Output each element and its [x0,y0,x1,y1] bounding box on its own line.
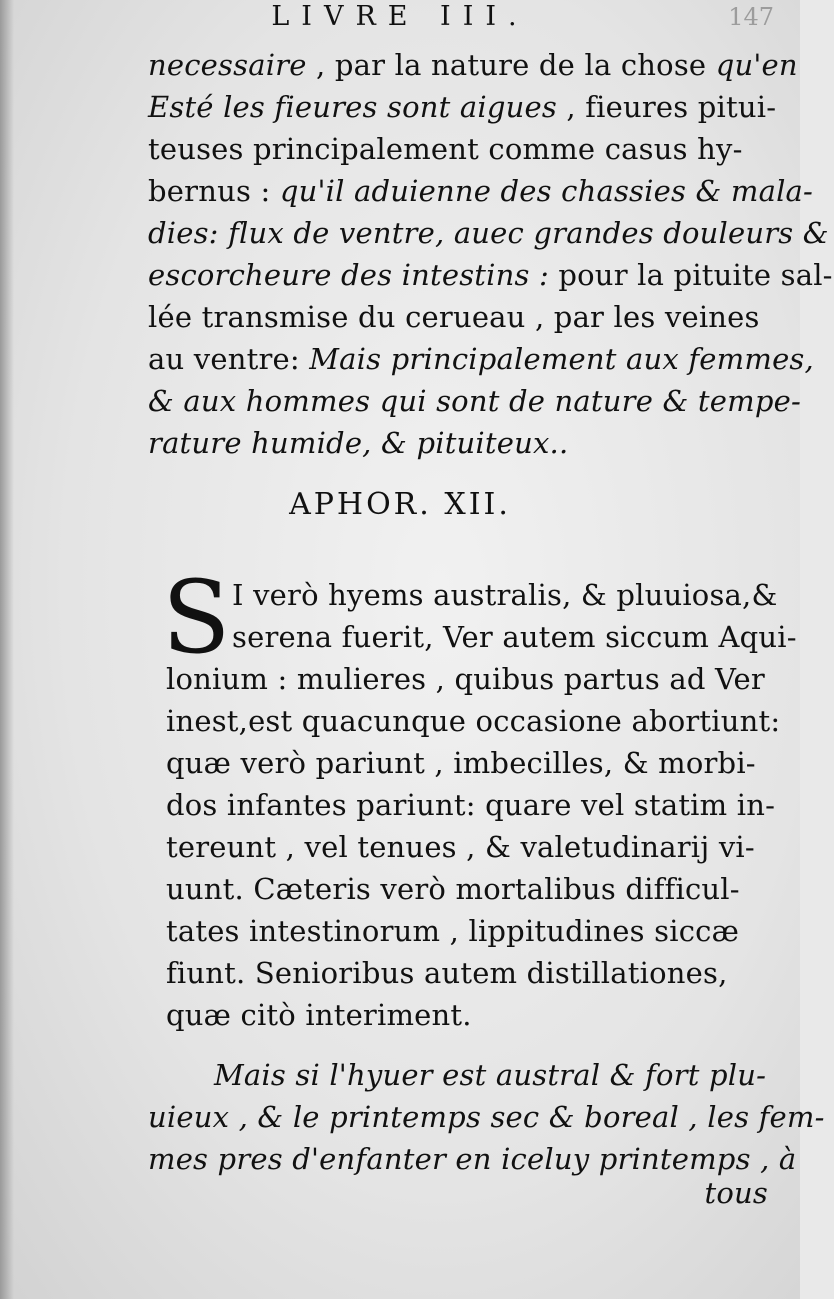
text-line: inest,est quacunque occasione abortiunt: [166,704,781,738]
text-run: rature humide, & pituiteux.. [148,426,569,460]
text-line: quæ citò interiment. [166,998,472,1032]
text-run: & aux hommes qui sont de nature & tempe- [148,384,801,418]
text-run: lée transmise du cerueau , par les veines [148,300,760,334]
text-line: serena fuerit, Ver autem siccum Aqui- [232,620,797,654]
text-run: au ventre: [148,342,310,376]
text-line: dos infantes pariunt: quare vel statim in- [166,788,776,822]
text-line: tereunt , vel tenues , & valetudinarij vi- [166,830,755,864]
text-line: quæ verò pariunt , imbecilles, & morbi- [166,746,756,780]
text-run: Mais principalement aux femmes, [309,342,814,376]
text-run: dies: flux de ventre, auec grandes douleurs & [148,216,829,250]
text-line: fiunt. Senioribus autem distillationes, [166,956,728,990]
text-run: , par la nature de la chose [306,48,716,82]
text-line [148,44,798,86]
page-number: 147 [728,3,774,31]
text-line [148,86,777,128]
text-line: lonium : mulieres , quibus partus ad Ver [166,662,765,696]
text-run: Esté les fieures sont aigues [148,90,557,124]
drop-cap: S [162,559,231,676]
text-line [148,170,814,212]
text-run: qu'il aduienne des chassies & mala- [279,174,814,208]
text-run: , fieures pitui- [556,90,777,124]
text-line [148,380,801,422]
text-run: qu'en [715,48,798,82]
running-title: LIVRE III. [271,1,529,32]
text-line: uunt. Cæteris verò mortalibus difficul- [166,872,740,906]
text-line: I verò hyems australis, & pluuiosa,& [232,578,778,612]
text-run: teuses principalement comme casus hy- [148,132,743,166]
aphorism-heading: APHOR. XII. [289,487,511,522]
catchword: tous [704,1176,768,1210]
text-line: Mais si l'hyuer est austral & fort plu- [214,1058,767,1092]
text-run: necessaire [148,48,307,82]
text-run: escorcheure des intestins : [148,258,549,292]
text-line [148,254,833,296]
text-run: bernus : [148,174,280,208]
text-line [148,296,768,338]
text-line [148,212,829,254]
text-line [148,422,768,464]
text-line [148,338,814,380]
text-line: tates intestinorum , lippitudines siccæ [166,914,740,948]
text-line: uieux , & le printemps sec & boreal , les fem- [148,1100,825,1134]
text-line: mes pres d'enfanter en iceluy printemps , à [148,1142,797,1176]
text-line [148,128,768,170]
text-run: pour la pituite sal- [548,258,833,292]
